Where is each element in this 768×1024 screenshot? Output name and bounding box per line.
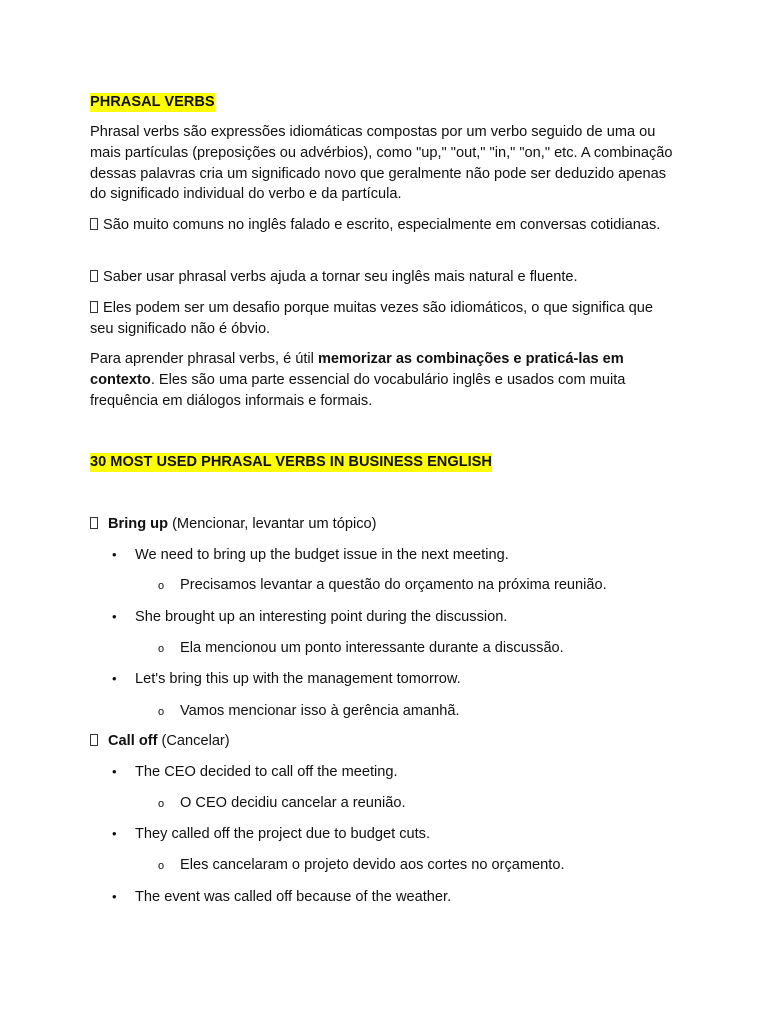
- term-heading: [90, 731, 230, 751]
- example-en: [112, 607, 508, 627]
- term-name: Bring up: [108, 516, 168, 532]
- example-en-text: The event was called off because of the weather.: [135, 889, 452, 905]
- example-en-text: We need to bring up the budget issue in the next meeting.: [135, 547, 509, 563]
- missing-glyph-icon: [90, 301, 98, 313]
- example-pt-text: Ela mencionou um ponto interessante durante a discussão.: [180, 640, 564, 656]
- bullet-icon: •: [112, 609, 117, 624]
- example-pt: [158, 575, 607, 595]
- intro-paragraph: Phrasal verbs são expressões idiomáticas compostas por um verbo seguido de uma ou mais partículas (preposições ou advérbios), como "up," "out," "in," "on," etc. A combinação dessas palavras cria um significado novo que geralmente não pode ser deduzido apenas do significado individual do verbo e da partícula.: [90, 124, 673, 203]
- term-meaning: (Mencionar, levantar um tópico): [172, 516, 377, 532]
- example-en-text: She brought up an interesting point during the discussion.: [135, 609, 508, 625]
- sub-bullet-icon: o: [158, 860, 165, 872]
- example-pt: [158, 638, 564, 658]
- sub-bullet-icon: o: [158, 580, 165, 592]
- sub-bullet-icon: o: [158, 643, 165, 655]
- example-en: [112, 887, 452, 907]
- bullet-icon: •: [112, 826, 117, 841]
- page-title: PHRASAL VERBS: [90, 94, 215, 110]
- bullet-icon: •: [112, 547, 117, 562]
- missing-glyph-icon: [90, 270, 98, 282]
- point-3: [90, 298, 680, 340]
- point-3-text: Eles podem ser um desafio porque muitas vezes são idiomáticos, o que significa que seu significado não é óbvio.: [90, 300, 653, 337]
- closing-text-before: Para aprender phrasal verbs, é útil: [90, 351, 318, 367]
- section-title: 30 MOST USED PHRASAL VERBS IN BUSINESS ENGLISH: [90, 454, 492, 470]
- missing-glyph-icon: [90, 734, 98, 746]
- example-pt-text: Precisamos levantar a questão do orçamento na próxima reunião.: [180, 577, 607, 593]
- term-heading: [90, 514, 376, 534]
- example-pt-text: O CEO decidiu cancelar a reunião.: [180, 795, 406, 811]
- bullet-icon: •: [112, 764, 117, 779]
- term-name: Call off: [108, 733, 158, 749]
- point-2: [90, 267, 680, 288]
- example-pt-text: Eles cancelaram o projeto devido aos cortes no orçamento.: [180, 857, 565, 873]
- point-1: [90, 215, 680, 236]
- example-en: [112, 762, 398, 782]
- closing-text-bold: memorizar as combinações e praticá-las em contexto: [90, 351, 624, 388]
- example-pt: [158, 855, 565, 875]
- term-meaning: (Cancelar): [161, 733, 230, 749]
- example-en-text: They called off the project due to budget cuts.: [135, 826, 431, 842]
- bullet-icon: •: [112, 889, 117, 904]
- closing-paragraph: [90, 349, 680, 411]
- example-en-text: The CEO decided to call off the meeting.: [135, 764, 398, 780]
- bullet-icon: •: [112, 671, 117, 686]
- sub-bullet-icon: o: [158, 706, 165, 718]
- example-en-text: Let's bring this up with the management tomorrow.: [135, 671, 461, 687]
- point-2-text: Saber usar phrasal verbs ajuda a tornar seu inglês mais natural e fluente.: [103, 269, 578, 285]
- example-en: [112, 669, 461, 689]
- example-en: [112, 545, 509, 565]
- missing-glyph-icon: [90, 218, 98, 230]
- closing-text-after: . Eles são uma parte essencial do vocabulário inglês e usados com muita frequência em diálogos informais e formais.: [90, 371, 626, 409]
- point-1-text: São muito comuns no inglês falado e escrito, especialmente em conversas cotidianas.: [103, 217, 661, 233]
- sub-bullet-icon: o: [158, 798, 165, 810]
- example-en: [112, 824, 431, 844]
- example-pt: [158, 793, 406, 813]
- missing-glyph-icon: [90, 517, 98, 529]
- example-pt: [158, 701, 460, 721]
- example-pt-text: Vamos mencionar isso à gerência amanhã.: [180, 703, 460, 719]
